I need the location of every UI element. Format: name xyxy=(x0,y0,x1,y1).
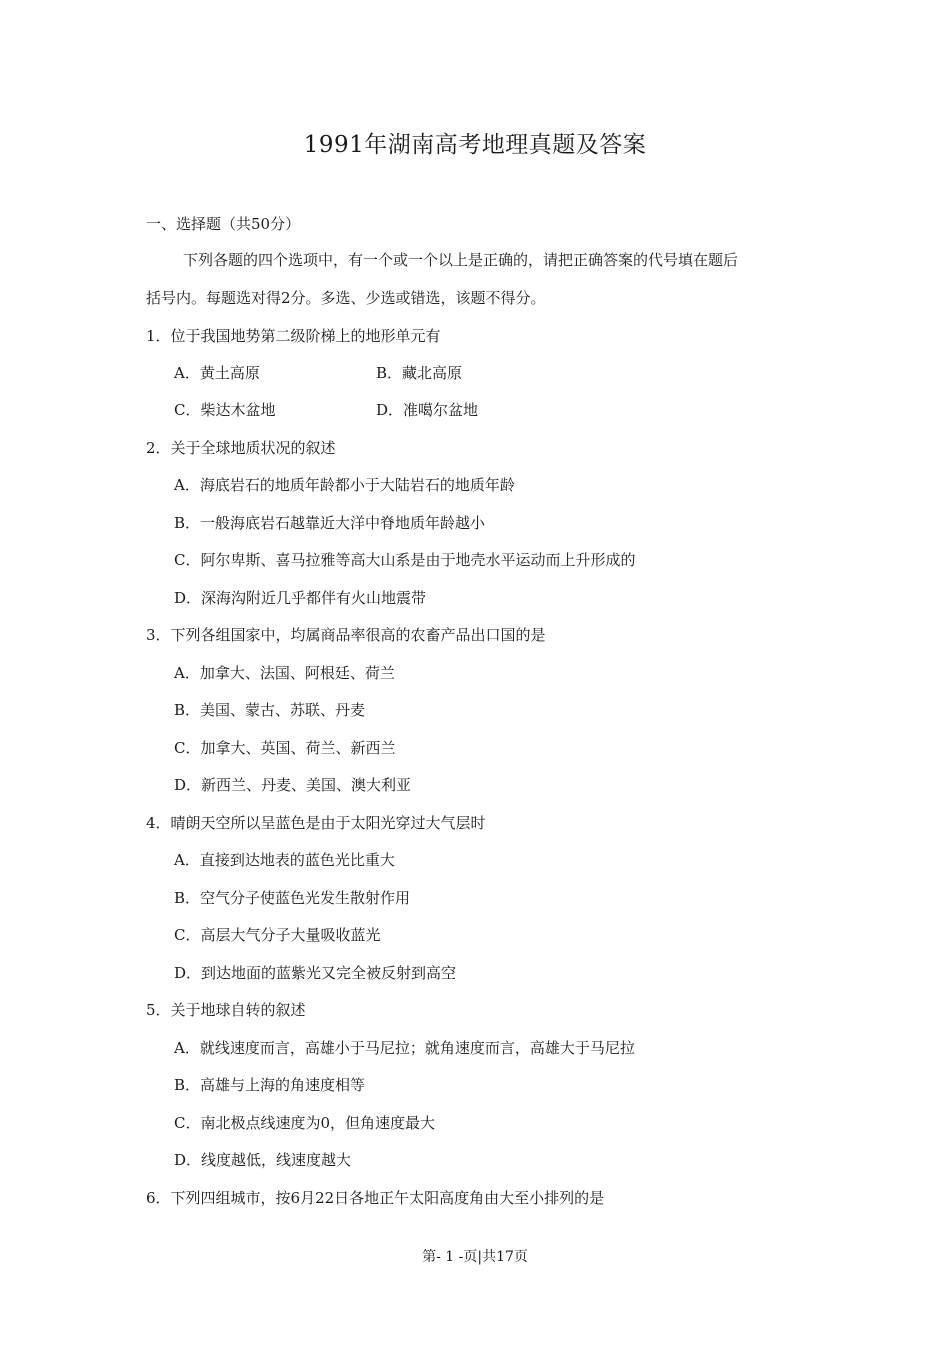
question-4-option-a: A．直接到达地表的蓝色光比重大 xyxy=(174,851,395,869)
question-6-stem: 6．下列四组城市，按6月22日各地正午太阳高度角由大至小排列的是 xyxy=(146,1189,605,1207)
question-2-option-a: A．海底岩石的地质年龄都小于大陆岩石的地质年龄 xyxy=(174,476,515,494)
question-1-option-c: C．柴达木盆地 xyxy=(174,401,276,419)
question-1-option-a: A．黄土高原 xyxy=(174,364,260,382)
instructions-line-2: 括号内。每题选对得2分。多选、少选或错选，该题不得分。 xyxy=(146,289,546,307)
page-footer: 第- 1 -页|共17页 xyxy=(422,1249,528,1265)
question-5-option-a: A．就线速度而言，高雄小于马尼拉；就角速度而言，高雄大于马尼拉 xyxy=(174,1039,635,1057)
question-3-option-a: A．加拿大、法国、阿根廷、荷兰 xyxy=(174,664,395,682)
question-4-option-c: C．高层大气分子大量吸收蓝光 xyxy=(174,926,381,944)
question-3-option-c: C．加拿大、英国、荷兰、新西兰 xyxy=(174,739,396,757)
question-5-option-c: C．南北极点线速度为0，但角速度最大 xyxy=(174,1114,436,1132)
question-3-option-b: B．美国、蒙古、苏联、丹麦 xyxy=(174,701,366,719)
question-5-stem: 5．关于地球自转的叙述 xyxy=(146,1001,306,1019)
question-2-option-b: B．一般海底岩石越靠近大洋中脊地质年龄越小 xyxy=(174,514,486,532)
question-4-stem: 4．晴朗天空所以呈蓝色是由于太阳光穿过大气层时 xyxy=(146,814,486,832)
question-2-option-d: D．深海沟附近几乎都伴有火山地震带 xyxy=(174,589,427,607)
question-2-option-c: C．阿尔卑斯、喜马拉雅等高大山系是由于地壳水平运动而上升形成的 xyxy=(174,551,636,569)
question-5-option-d: D．线度越低，线速度越大 xyxy=(174,1151,352,1169)
question-3-stem: 3．下列各组国家中，均属商品率很高的农畜产品出口国的是 xyxy=(146,626,546,644)
question-2-stem: 2．关于全球地质状况的叙述 xyxy=(146,439,336,457)
page-title: 1991年湖南高考地理真题及答案 xyxy=(303,132,647,158)
question-1-option-d: D．准噶尔盆地 xyxy=(376,401,479,419)
instructions-line-1: 下列各题的四个选项中，有一个或一个以上是正确的，请把正确答案的代号填在题后 xyxy=(183,251,739,269)
question-3-option-d: D．新西兰、丹麦、美国、澳大利亚 xyxy=(174,776,412,794)
question-4-option-d: D．到达地面的蓝紫光又完全被反射到高空 xyxy=(174,964,457,982)
section-heading: 一、选择题（共50分） xyxy=(146,215,301,233)
question-1-option-b: B．藏北高原 xyxy=(376,364,463,382)
question-5-option-b: B．高雄与上海的角速度相等 xyxy=(174,1076,366,1094)
question-1-stem: 1．位于我国地势第二级阶梯上的地形单元有 xyxy=(146,327,441,345)
question-4-option-b: B．空气分子使蓝色光发生散射作用 xyxy=(174,889,411,907)
